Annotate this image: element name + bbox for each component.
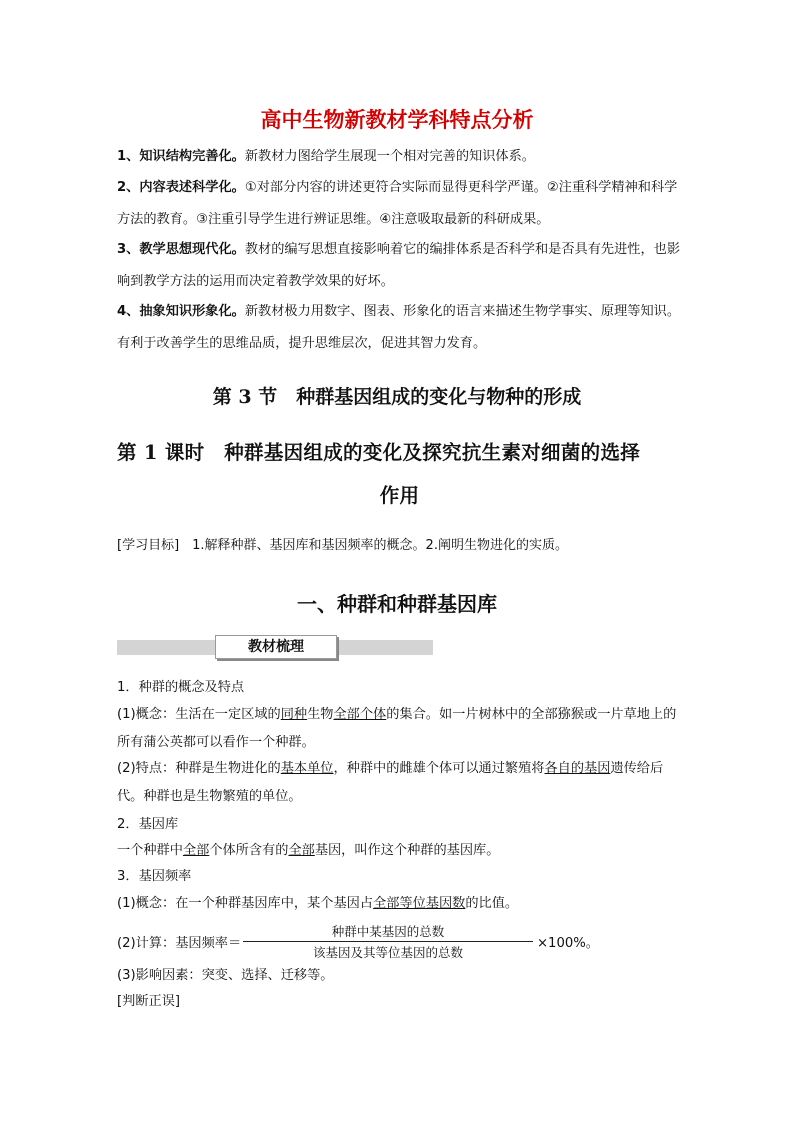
section-title: 第 3 节 种群基因组成的变化与物种的形成	[212, 386, 582, 408]
text-segment: 的集合。如一片树林中的全部猕猴或一片草地上的所有蒲公英都可以看作一个种群。	[117, 707, 677, 750]
heading-gene-frequency: 3．基因频率	[117, 869, 192, 884]
formula-suffix: ×100%。	[537, 936, 599, 951]
intro-lead-2: 2、内容表述科学化。	[117, 180, 245, 195]
text-segment: (2)特点：种群是生物进化的	[117, 761, 281, 776]
text-segment: (1)概念：在一个种群基因库中，某个基因占	[117, 896, 374, 911]
text-segment: 的比值。	[465, 896, 519, 911]
text-segment: 一个种群中	[117, 843, 183, 858]
underlined-term: 全部个体	[333, 707, 387, 722]
fraction-bar	[243, 941, 533, 942]
intro-paragraph-1	[117, 141, 682, 173]
intro-paragraph-3	[117, 234, 682, 297]
underlined-term: 各自的基因	[544, 761, 611, 776]
part-title: 一、种群和种群基因库	[297, 592, 497, 616]
formula-label: (2)计算：基因频率＝	[117, 936, 242, 951]
gene-frequency-concept	[117, 890, 682, 918]
intro-lead-3: 3、教学思想现代化。	[117, 242, 245, 257]
learning-goals: [学习目标] 1.解释种群、基因库和基因频率的概念。2.阐明生物进化的实质。	[117, 538, 568, 553]
influencing-factors: (3)影响因素：突变、选择、迁移等。	[117, 968, 334, 983]
text-segment: 基因，叫作这个种群的基因库。	[314, 843, 500, 858]
lesson-title-line-2: 作用	[379, 484, 420, 507]
heading-gene-pool: 2．基因库	[117, 817, 179, 832]
underlined-term: 基本单位	[280, 761, 334, 776]
intro-text-3: 教材的编写思想直接影响着它的编排体系是否科学和是否具有先进性，也影响到教学方法的运用而决定着教学效果的好坏。	[117, 242, 681, 289]
population-concept	[117, 701, 682, 757]
lesson-title-line-1: 第 1 课时 种群基因组成的变化及探究抗生素对细菌的选择	[117, 441, 641, 464]
banner-label: 教材梳理	[215, 635, 337, 659]
underlined-term: 全部	[182, 843, 210, 858]
intro-paragraph-2	[117, 172, 682, 235]
intro-paragraph-4	[117, 296, 682, 359]
gene-pool-definition	[117, 837, 682, 865]
page-title: 高中生物新教材学科特点分析	[260, 108, 534, 132]
judge-label: [判断正误]	[117, 994, 181, 1009]
intro-lead-4: 4、抽象知识形象化。	[117, 304, 245, 319]
text-segment: ，种群中的雌雄个体可以通过繁殖将	[333, 761, 545, 776]
underlined-term: 全部	[288, 843, 315, 858]
formula-denominator: 该基因及其等位基因的总数	[312, 945, 463, 960]
population-features	[117, 755, 682, 811]
text-segment: 生物	[307, 707, 334, 722]
text-segment: 个体所含有的	[209, 843, 289, 858]
lesson-title	[117, 431, 682, 517]
intro-text-1: 新教材力图给学生展现一个相对完善的知识体系。	[244, 149, 535, 164]
formula-numerator: 种群中某基因的总数	[331, 924, 445, 939]
intro-lead-1: 1、知识结构完善化。	[117, 149, 245, 164]
text-segment: (1)概念：生活在一定区域的	[117, 707, 281, 722]
intro-text-4: 新教材极力用数字、图表、形象化的语言来描述生物学事实、原理等知识。有利于改善学生的思维品质，提升思维层次，促进其智力发育。	[117, 304, 681, 351]
underlined-term: 全部等位基因数	[373, 896, 466, 911]
text-segment: 遗传给后代。种群也是生物繁殖的单位。	[117, 761, 664, 804]
intro-text-2: ①对部分内容的讲述更符合实际而显得更科学严谨。②注重科学精神和科学方法的教育。③注重引导学生进行辨证思维。④注意吸取最新的科研成果。	[117, 180, 678, 227]
underlined-term: 同种	[280, 707, 308, 722]
heading-population: 1．种群的概念及特点	[117, 680, 245, 695]
